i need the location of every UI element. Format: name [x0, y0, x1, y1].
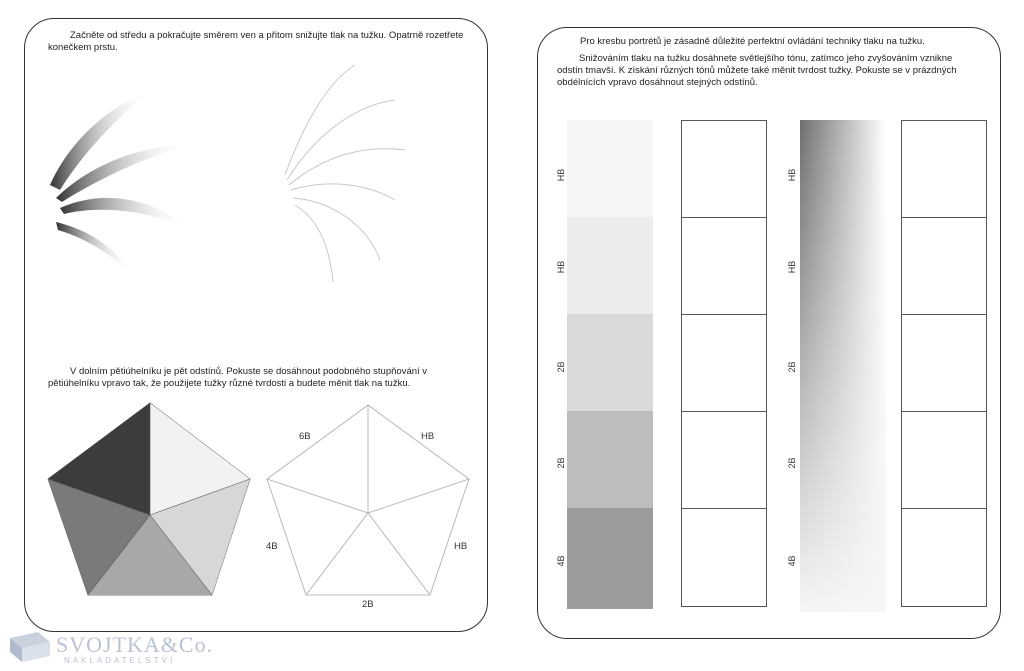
shaded-pentagon	[46, 403, 252, 597]
pentagon-label-hb-right: HB	[454, 541, 468, 552]
pencil-lines-illustration	[275, 60, 415, 290]
right-col-label: HB	[787, 260, 797, 274]
empty-box-column-2	[901, 120, 987, 607]
shade-swatch	[567, 217, 653, 314]
right-body-text: Snižováním tlaku na tužku dosáhnete světlejšího tónu, zatímco jeho zvyšováním vznikne odstín tmavší. K získání různých tónů můžete také měnit tvrdost tužky. Pokuste se v prázdných obdélnících vpravo dosáhnout stejných odstínů.	[557, 53, 957, 88]
left-col-label: HB	[556, 260, 566, 274]
empty-box	[902, 412, 986, 509]
shade-swatch	[567, 120, 653, 217]
publisher-subtitle: NAKLADATELSTVÍ	[64, 656, 176, 665]
empty-box	[682, 121, 766, 218]
empty-box-column-1	[681, 120, 767, 607]
pentagon-label-hb-top: HB	[421, 431, 435, 442]
empty-box	[682, 412, 766, 509]
empty-box	[902, 509, 986, 606]
empty-box	[682, 509, 766, 606]
pentagon-label-6b: 6B	[299, 431, 311, 442]
empty-box	[902, 218, 986, 315]
right-col-label: 2B	[787, 457, 797, 469]
empty-box	[902, 121, 986, 218]
left-col-label: 4B	[556, 555, 566, 567]
right-col-label: HB	[787, 168, 797, 182]
publisher-name: SVOJTKA&Co.	[56, 632, 214, 657]
shade-swatch	[567, 508, 653, 609]
right-col-label: 4B	[787, 555, 797, 567]
empty-box	[682, 218, 766, 315]
right-heading: Pro kresbu portrétů je zásadně důležité perfektní ovládání techniky tlaku na tužku.	[580, 36, 925, 47]
pentagon-label-4b: 4B	[266, 541, 278, 552]
pentagon-instructions: V dolním pětiúhelníku je pět odstínů. Pokuste se dosáhnout podobného stupňování v pětiúhelníku vpravo tak, že použijete tužky různé tvrdosti a budete měnit tlak na tužku.	[48, 366, 428, 389]
right-col-label: 2B	[787, 361, 797, 373]
left-intro-text: Začněte od středu a pokračujte směrem ven a přitom snižujte tlak na tužku. Opatrně rozetřete konečkem prstu.	[48, 30, 464, 53]
left-col-label: 2B	[556, 361, 566, 373]
pentagon-label-2b: 2B	[362, 599, 374, 610]
shade-swatch	[567, 314, 653, 411]
empty-box	[682, 315, 766, 412]
shade-column-gradient	[800, 120, 886, 612]
shade-swatch	[567, 411, 653, 508]
left-col-label: HB	[556, 168, 566, 182]
empty-box	[902, 315, 986, 412]
shaded-arcs-illustration	[40, 80, 240, 310]
empty-pentagon	[265, 405, 471, 597]
left-col-label: 2B	[556, 457, 566, 469]
publisher-logo-icon	[8, 630, 52, 664]
